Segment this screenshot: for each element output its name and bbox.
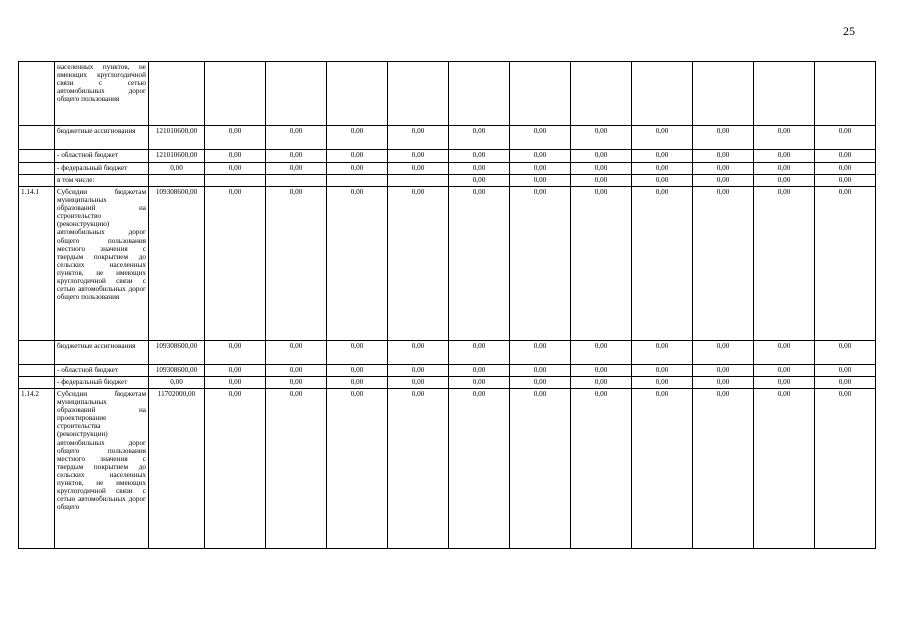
value-cell xyxy=(266,62,327,126)
value-cell: 0,00 xyxy=(149,163,205,175)
value-cell: 0,00 xyxy=(205,163,266,175)
value-cell: 0,00 xyxy=(327,163,388,175)
value-cell: 109308600,00 xyxy=(149,187,205,341)
value-cell: 0,00 xyxy=(693,126,754,150)
value-cell: 0,00 xyxy=(149,377,205,389)
value-cell: 0,00 xyxy=(693,377,754,389)
value-cell: 0,00 xyxy=(693,187,754,341)
value-cell: 0,00 xyxy=(754,341,815,365)
value-cell: 0,00 xyxy=(632,365,693,377)
value-cell: 0,00 xyxy=(632,341,693,365)
value-cell: 0,00 xyxy=(510,126,571,150)
value-cell: 0,00 xyxy=(754,389,815,549)
table-row xyxy=(19,163,876,175)
value-cell: 0,00 xyxy=(449,389,510,549)
value-cell xyxy=(815,62,876,126)
value-cell: 0,00 xyxy=(632,389,693,549)
value-cell: 0,00 xyxy=(754,163,815,175)
row-index-cell xyxy=(19,377,55,389)
value-cell: 0,00 xyxy=(815,150,876,163)
value-cell: 0,00 xyxy=(510,365,571,377)
value-cell: 0,00 xyxy=(449,163,510,175)
value-cell: 0,00 xyxy=(327,341,388,365)
value-cell xyxy=(149,62,205,126)
value-cell: 0,00 xyxy=(571,377,632,389)
value-cell: 0,00 xyxy=(815,341,876,365)
row-index-cell: 1.14.1 xyxy=(19,187,55,341)
value-cell: 0,00 xyxy=(205,377,266,389)
value-cell xyxy=(449,62,510,126)
table-body xyxy=(19,62,876,549)
value-cell: 0,00 xyxy=(754,150,815,163)
value-cell: 109308600,00 xyxy=(149,365,205,377)
value-cell xyxy=(632,62,693,126)
value-cell xyxy=(149,175,205,187)
value-cell: 0,00 xyxy=(693,175,754,187)
value-cell: 0,00 xyxy=(693,163,754,175)
value-cell: 0,00 xyxy=(815,377,876,389)
value-cell xyxy=(510,62,571,126)
value-cell: 0,00 xyxy=(571,187,632,341)
value-cell: 0,00 xyxy=(388,150,449,163)
table-row xyxy=(19,365,876,377)
value-cell xyxy=(388,62,449,126)
table-row xyxy=(19,341,876,365)
value-cell: 0,00 xyxy=(571,389,632,549)
value-cell: 0,00 xyxy=(632,175,693,187)
value-cell: 0,00 xyxy=(510,163,571,175)
value-cell: 0,00 xyxy=(327,365,388,377)
value-cell: 0,00 xyxy=(205,187,266,341)
value-cell: 0,00 xyxy=(632,377,693,389)
value-cell: 0,00 xyxy=(815,126,876,150)
value-cell: 0,00 xyxy=(754,365,815,377)
value-cell: 0,00 xyxy=(205,150,266,163)
row-index-cell xyxy=(19,62,55,126)
value-cell: 0,00 xyxy=(693,365,754,377)
value-cell: 0,00 xyxy=(571,365,632,377)
value-cell: 0,00 xyxy=(266,126,327,150)
row-description-cell: - областной бюджет xyxy=(55,365,149,377)
row-description-cell: - федеральный бюджет xyxy=(55,163,149,175)
value-cell: 0,00 xyxy=(571,126,632,150)
value-cell: 121010600,00 xyxy=(149,126,205,150)
value-cell: 0,00 xyxy=(266,389,327,549)
value-cell: 0,00 xyxy=(205,341,266,365)
value-cell: 0,00 xyxy=(754,377,815,389)
row-index-cell xyxy=(19,126,55,150)
value-cell: 0,00 xyxy=(449,377,510,389)
value-cell: 0,00 xyxy=(449,341,510,365)
row-description-cell: населенных пунктов, не имеющих круглогодичной связи с сетью автомобильных дорог общего пользования xyxy=(55,62,149,126)
value-cell: 0,00 xyxy=(632,163,693,175)
table-row xyxy=(19,126,876,150)
value-cell: 0,00 xyxy=(754,187,815,341)
row-description-cell: - областной бюджет xyxy=(55,150,149,163)
value-cell: 0,00 xyxy=(388,126,449,150)
value-cell: 0,00 xyxy=(327,377,388,389)
value-cell xyxy=(693,62,754,126)
value-cell: 0,00 xyxy=(327,150,388,163)
value-cell: 0,00 xyxy=(571,341,632,365)
row-index-cell xyxy=(19,175,55,187)
value-cell: 0,00 xyxy=(449,150,510,163)
budget-table xyxy=(18,61,876,549)
value-cell: 0,00 xyxy=(510,389,571,549)
row-description-cell: бюджетные ассигнования xyxy=(55,126,149,150)
row-description-cell: бюджетные ассигнования xyxy=(55,341,149,365)
value-cell: 0,00 xyxy=(449,365,510,377)
value-cell: 0,00 xyxy=(632,187,693,341)
value-cell: 0,00 xyxy=(632,126,693,150)
value-cell xyxy=(754,62,815,126)
value-cell xyxy=(205,175,266,187)
value-cell: 0,00 xyxy=(388,365,449,377)
value-cell: 0,00 xyxy=(327,126,388,150)
value-cell: 0,00 xyxy=(815,163,876,175)
value-cell: 0,00 xyxy=(205,389,266,549)
row-index-cell xyxy=(19,163,55,175)
value-cell: 0,00 xyxy=(449,126,510,150)
value-cell xyxy=(205,62,266,126)
row-description-cell: в том числе: xyxy=(55,175,149,187)
value-cell: 0,00 xyxy=(266,163,327,175)
value-cell: 0,00 xyxy=(449,175,510,187)
value-cell: 0,00 xyxy=(754,175,815,187)
table-row xyxy=(19,377,876,389)
value-cell: 0,00 xyxy=(571,150,632,163)
value-cell: 0,00 xyxy=(815,187,876,341)
value-cell: 0,00 xyxy=(815,389,876,549)
value-cell: 0,00 xyxy=(205,365,266,377)
value-cell: 0,00 xyxy=(571,175,632,187)
row-index-cell: 1.14.2 xyxy=(19,389,55,549)
value-cell: 0,00 xyxy=(754,126,815,150)
row-index-cell xyxy=(19,150,55,163)
value-cell: 0,00 xyxy=(388,163,449,175)
value-cell: 0,00 xyxy=(266,365,327,377)
value-cell: 0,00 xyxy=(510,175,571,187)
value-cell: 11702000,00 xyxy=(149,389,205,549)
table-row xyxy=(19,175,876,187)
value-cell: 0,00 xyxy=(449,187,510,341)
value-cell: 0,00 xyxy=(266,150,327,163)
value-cell xyxy=(266,175,327,187)
value-cell xyxy=(327,175,388,187)
value-cell xyxy=(327,62,388,126)
table-row xyxy=(19,62,876,126)
row-index-cell xyxy=(19,365,55,377)
value-cell xyxy=(571,62,632,126)
row-description-cell: Субсидии бюджетам муниципальных образований на проектирование строительства (реконструкции) автомобильных дорог общего пользования местного значения с твердым покрытием до сельских населенных пунктов, не имеющих круглогодичной связи с сетью автомобильных дорог общего xyxy=(55,389,149,549)
row-description-cell: - федеральный бюджет xyxy=(55,377,149,389)
value-cell: 109308600,00 xyxy=(149,341,205,365)
row-index-cell xyxy=(19,341,55,365)
value-cell: 0,00 xyxy=(510,187,571,341)
value-cell xyxy=(388,175,449,187)
value-cell: 0,00 xyxy=(327,187,388,341)
value-cell: 0,00 xyxy=(327,389,388,549)
value-cell: 0,00 xyxy=(571,163,632,175)
value-cell: 0,00 xyxy=(815,365,876,377)
value-cell: 0,00 xyxy=(693,150,754,163)
value-cell: 0,00 xyxy=(632,150,693,163)
value-cell: 0,00 xyxy=(693,389,754,549)
value-cell: 0,00 xyxy=(266,187,327,341)
value-cell: 0,00 xyxy=(510,341,571,365)
row-description-cell: Субсидии бюджетам муниципальных образований на строительство (реконструкцию) автомобильных дорог общего пользования местного значения с твердым покрытием до сельских населенных пунктов, не имеющих круглогодичной связи с сетью автомобильных дорог общего пользования xyxy=(55,187,149,341)
table-row xyxy=(19,150,876,163)
table-row xyxy=(19,187,876,341)
value-cell: 0,00 xyxy=(815,175,876,187)
value-cell: 0,00 xyxy=(388,389,449,549)
value-cell: 0,00 xyxy=(266,377,327,389)
value-cell: 0,00 xyxy=(205,126,266,150)
value-cell: 0,00 xyxy=(693,341,754,365)
value-cell: 0,00 xyxy=(510,377,571,389)
value-cell: 0,00 xyxy=(510,150,571,163)
value-cell: 121010600,00 xyxy=(149,150,205,163)
table-row xyxy=(19,389,876,549)
value-cell: 0,00 xyxy=(388,187,449,341)
value-cell: 0,00 xyxy=(388,341,449,365)
value-cell: 0,00 xyxy=(388,377,449,389)
page-number: 25 xyxy=(843,24,855,38)
value-cell: 0,00 xyxy=(266,341,327,365)
